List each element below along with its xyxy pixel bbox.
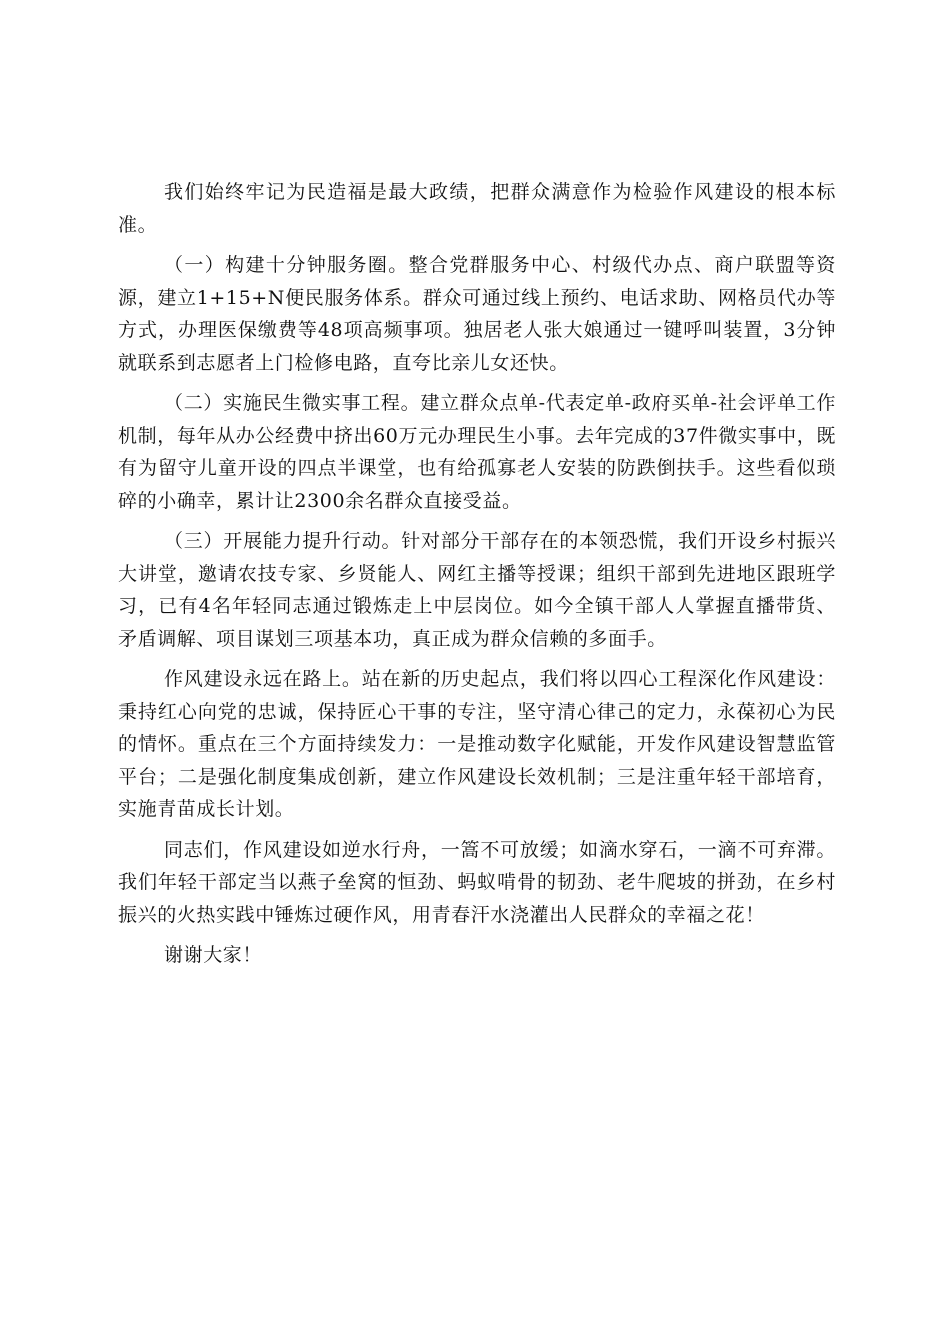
document-body [118, 176, 836, 980]
paragraph-work-style: 作风建设永远在路上。站在新的历史起点，我们将以四心工程深化作风建设：秉持红心向党的忠诚，保持匠心干事的专注，坚守清心律己的定力，永葆初心为民的情怀。重点在三个方面持续发力：一是推动数字化赋能，开发作风建设智慧监管平台；二是强化制度集成创新，建立作风建设长效机制；三是注重年轻干部培育，实施青苗成长计划。 [118, 668, 836, 820]
paragraph-standard: 我们始终牢记为民造福是最大政绩，把群众满意作为检验作风建设的根本标准。 [118, 181, 836, 236]
paragraph-thanks: 谢谢大家！ [164, 944, 263, 966]
paragraph-service-circle: （一）构建十分钟服务圈。整合党群服务中心、村级代办点、商户联盟等资源，建立1+15+N便民服务体系。群众可通过线上预约、电话求助、网格员代办等方式，办理医保缴费等48项高频事项。独居老人张大娘通过一键呼叫装置，3分钟就联系到志愿者上门检修电路，直夸比亲儿女还快。 [118, 254, 836, 374]
paragraph-micro-projects: （二）实施民生微实事工程。建立群众点单-代表定单-政府买单-社会评单工作机制，每年从办公经费中挤出60万元办理民生小事。去年完成的37件微实事中，既有为留守儿童开设的四点半课堂，也有给孤寡老人安装的防跌倒扶手。这些看似琐碎的小确幸，累计让2300余名群众直接受益。 [118, 392, 836, 512]
paragraph-capability: （三）开展能力提升行动。针对部分干部存在的本领恐慌，我们开设乡村振兴大讲堂，邀请农技专家、乡贤能人、网红主播等授课；组织干部到先进地区跟班学习，已有4名年轻同志通过锻炼走上中层岗位。如今全镇干部人人掌握直播带货、矛盾调解、项目谋划三项基本功，真正成为群众信赖的多面手。 [118, 530, 836, 650]
paragraph-comrades: 同志们，作风建设如逆水行舟，一篙不可放缓；如滴水穿石，一滴不可弃滞。我们年轻干部定当以燕子垒窝的恒劲、蚂蚁啃骨的韧劲、老牛爬坡的拼劲，在乡村振兴的火热实践中锤炼过硬作风，用青春汗水浇灌出人民群众的幸福之花！ [118, 838, 836, 926]
